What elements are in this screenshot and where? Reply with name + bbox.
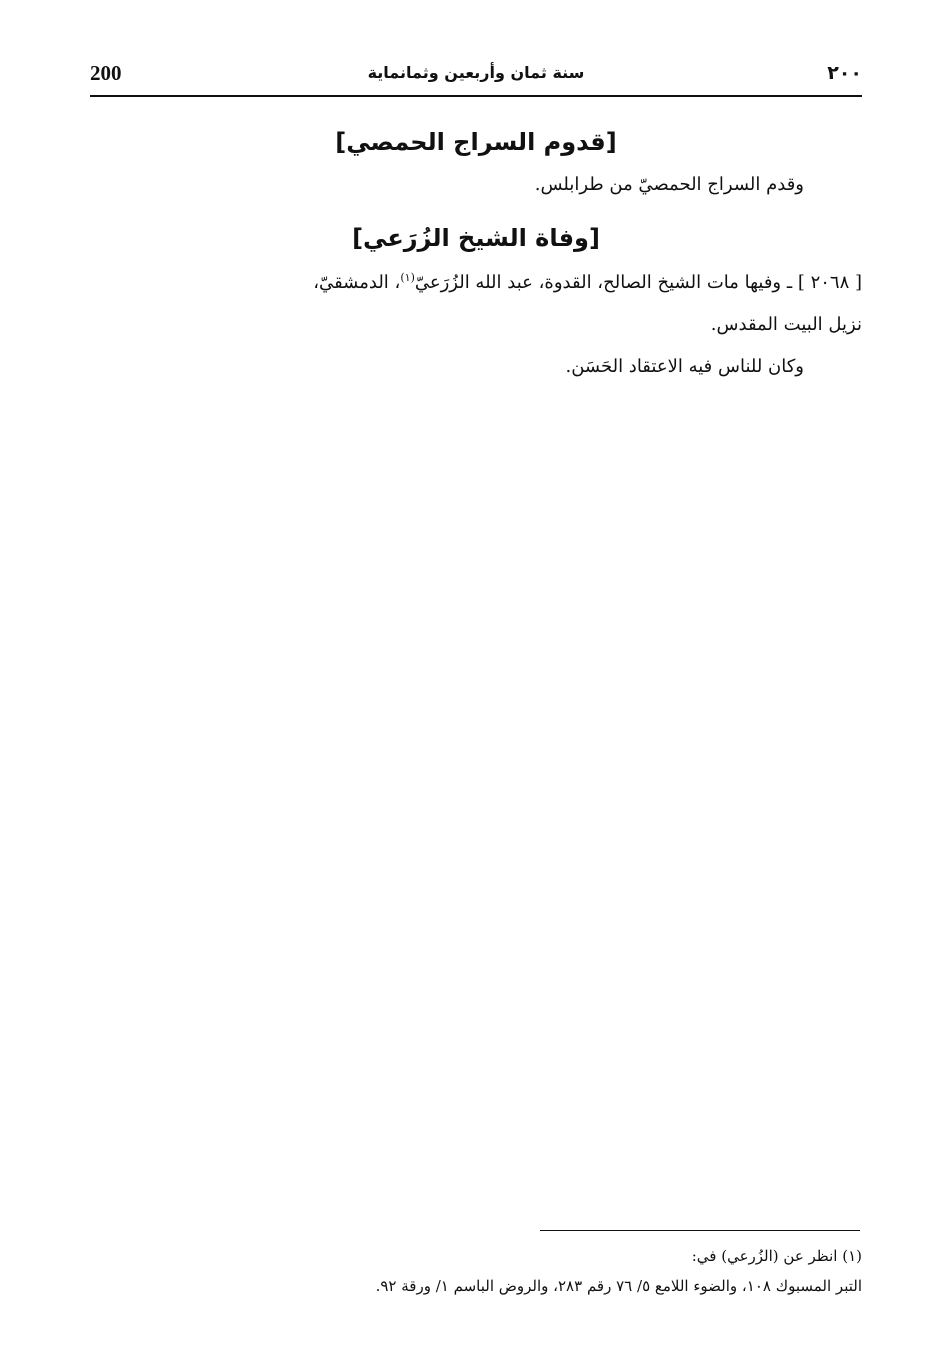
entry-2068-text-start: [ ٢٠٦٨ ] ـ وفيها مات الشيخ الصالح، القدوة، عبد الله الزُرَعيّ bbox=[414, 272, 862, 293]
footnote-divider bbox=[540, 1230, 860, 1231]
running-title: سنة ثمان وأربعين وثمانماية bbox=[367, 63, 585, 82]
page-number-latin: 200 bbox=[90, 61, 122, 85]
section-heading-death: [وفاة الشيخ الزُرَعي] bbox=[352, 224, 600, 252]
page-number-arabic: ٢٠٠ bbox=[827, 62, 862, 84]
entry-2068-line-2: نزيل البيت المقدس. bbox=[710, 314, 862, 335]
section-heading-arrival: [قدوم السراج الحمصي] bbox=[335, 128, 617, 156]
footnote-1-line-2: التبر المسبوك ١٠٨، والضوء اللامع ٥/ ٧٦ رقم ٢٨٣، والروض الباسم ١/ ورقة ٩٢. bbox=[375, 1277, 862, 1295]
header-divider bbox=[90, 95, 862, 97]
paragraph-belief: وكان للناس فيه الاعتقاد الحَسَن. bbox=[565, 356, 804, 377]
footnote-reference: (١) bbox=[400, 271, 415, 284]
entry-2068-line-1 bbox=[82, 268, 862, 298]
page-header bbox=[90, 58, 862, 92]
footnote-1-line-1: (١) انظر عن (الزُرعي) في: bbox=[691, 1247, 862, 1265]
paragraph-arrival: وقدم السراج الحمصيّ من طرابلس. bbox=[534, 174, 804, 195]
entry-2068-text-end: ، الدمشقيّ، bbox=[313, 272, 401, 293]
